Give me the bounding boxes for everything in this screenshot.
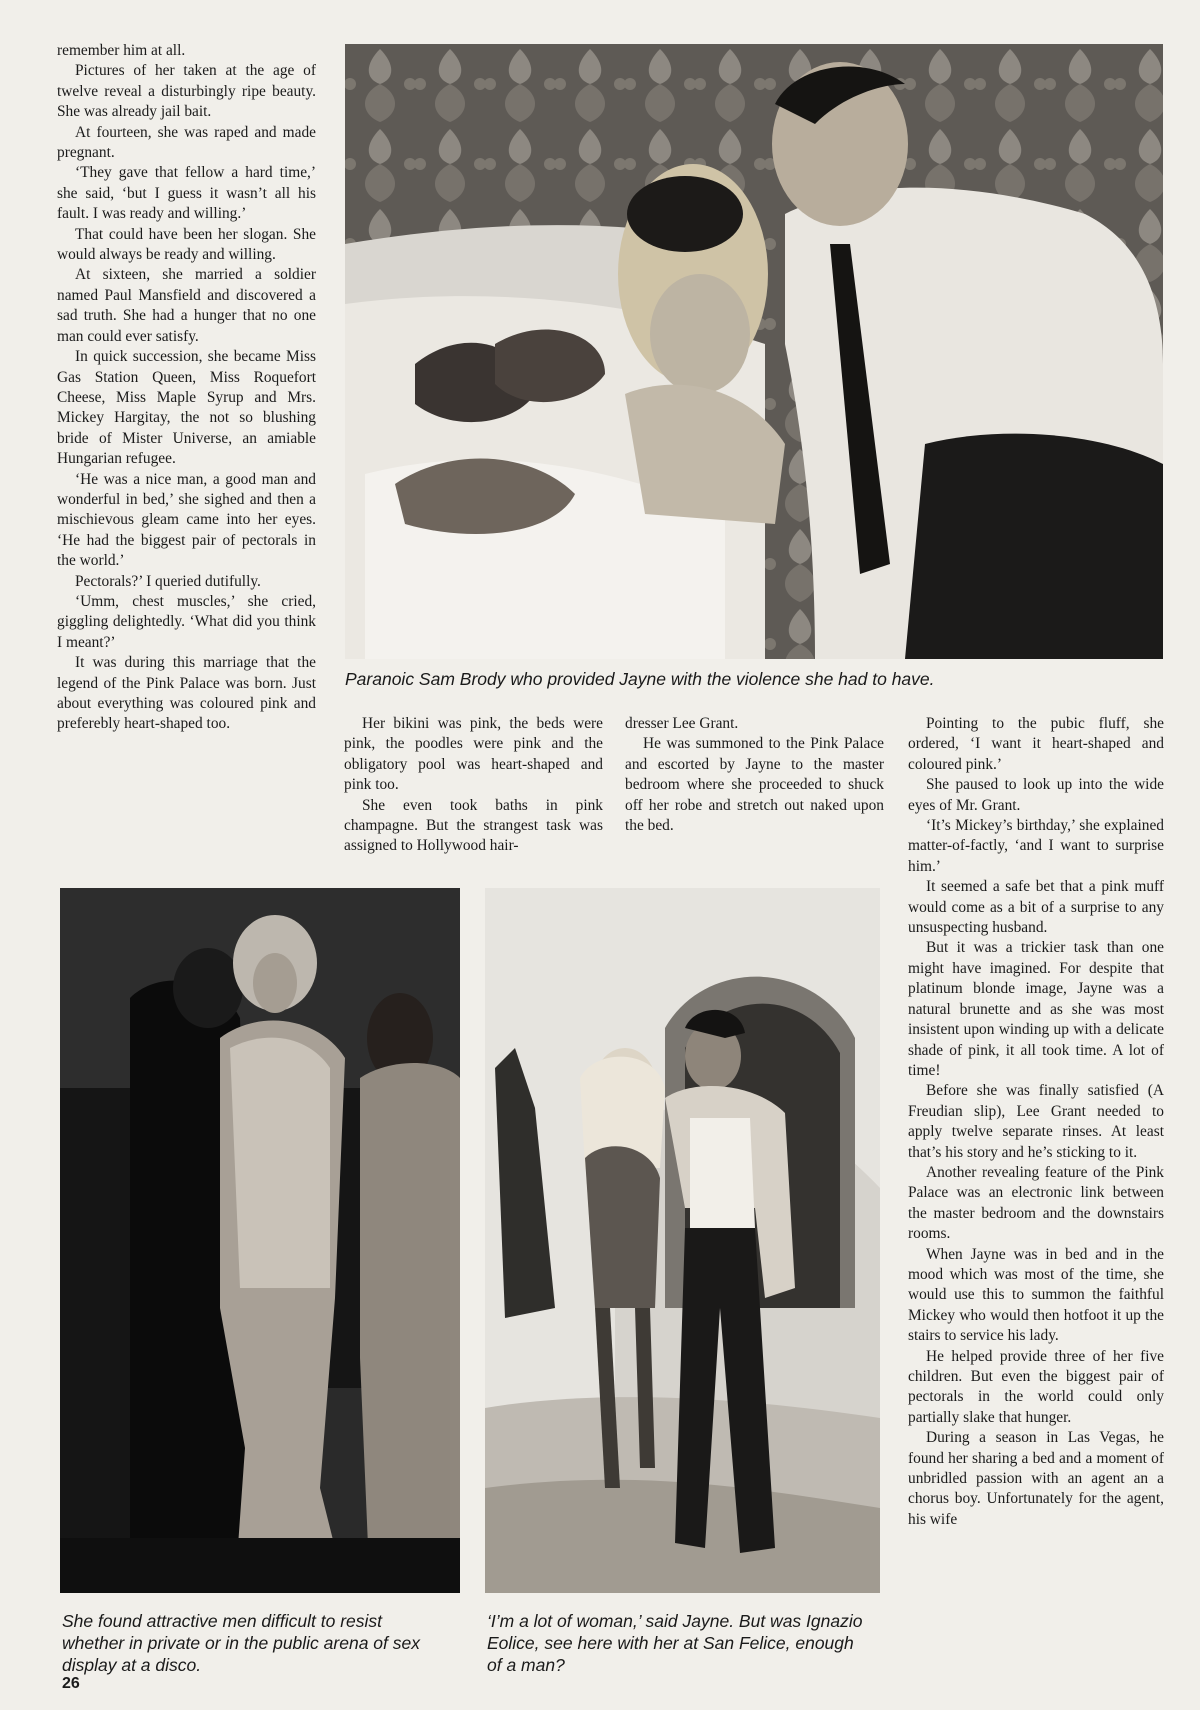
paragraph: When Jayne was in bed and in the mood which was most of the time, she would use this to summon the faithful Mickey who would then hotfoot it up the stairs to service his lady. [908,1245,1164,1345]
paragraph: It seemed a safe bet that a pink muff would come as a bit of a surprise to any unsuspecting husband. [908,878,1164,937]
paragraph: ‘He was a nice man, a good man and wonderful in bed,’ she sighed and then a mischievous gleam came into her eyes. ‘He had the biggest pair of pectorals in the world.’ [57,470,316,570]
paragraph: He was summoned to the Pink Palace and escorted by Jayne to the master bedroom where she proceeded to shuck off her robe and stretch out naked upon the bed. [625,735,884,835]
photo-disco [60,888,460,1593]
paragraph: dresser Lee Grant. [625,715,739,732]
column-4 [908,714,1164,1530]
paragraph: In quick succession, she became Miss Gas Station Queen, Miss Roquefort Cheese, Miss Maple Syrup and Mrs. Mickey Hargitay, the not so blushing bride of Mister Universe, an amiable Hungarian refugee. [57,348,316,468]
page-number: 26 [62,1675,80,1692]
paragraph: Pictures of her taken at the age of twelve reveal a disturbingly ripe beauty. She was already jail bait. [57,62,316,121]
paragraph: ‘It’s Mickey’s birthday,’ she explained matter-of-factly, ‘and I want to surprise him.’ [908,817,1164,875]
paragraph: He helped provide three of her five children. But even the biggest pair of pectorals in the world could only partially slake that hunger. [908,1347,1164,1426]
paragraph: remember him at all. [57,42,186,59]
paragraph: During a season in Las Vegas, he found her sharing a bed and a moment of unbridled passion with an agent an a chorus boy. Unfortunately for the agent, his wife [908,1429,1164,1528]
caption-bottom-left: She found attractive men difficult to resist whether in private or in the public arena of sex display at a disco. [62,1611,420,1675]
photo-san-felice [485,888,880,1593]
paragraph: It was during this marriage that the legend of the Pink Palace was born. Just about everything was coloured pink and preferebly heart-shaped too. [57,654,316,733]
paragraph: At sixteen, she married a soldier named Paul Mansfield and discovered a sad truth. She had a hunger that no one man could ever satisfy. [57,266,316,345]
paragraph: Another revealing feature of the Pink Palace was an electronic link between the master bedroom and the downstairs rooms. [908,1163,1164,1243]
photo-sam-brody [345,44,1163,659]
column-1 [57,41,316,735]
paragraph: ‘They gave that fellow a hard time,’ she said, ‘but I guess it wasn’t all his fault. I was ready and willing.’ [57,164,316,223]
paragraph: Before she was finally satisfied (A Freudian slip), Lee Grant needed to apply twelve separate rinses. At least that’s his story and he’s sticking to it. [908,1082,1164,1161]
paragraph: But it was a trickier task than one might have imagined. For despite that platinum blonde image, Jayne was a natural brunette and as she was most insistent upon winding up with a delicate shade of pink, it all took time. A lot of time! [908,939,1164,1079]
paragraph: That could have been her slogan. She would always be ready and willing. [57,225,316,264]
paragraph: She paused to look up into the wide eyes of Mr. Grant. [908,776,1164,814]
caption-bottom-right: ‘I’m a lot of woman,’ said Jayne. But was Ignazio Eolice, see here with her at San Felice, enough of a man? [487,1611,863,1675]
column-2 [344,714,603,857]
paragraph: Pectorals?’ I queried dutifully. [75,572,261,590]
paragraph: At fourteen, she was raped and made pregnant. [57,123,316,162]
paragraph: Her bikini was pink, the beds were pink, the poodles were pink and the obligatory pool was heart-shaped and pink too. [344,715,603,794]
column-3 [625,714,884,836]
paragraph: Pointing to the pubic fluff, she ordered, ‘I want it heart-shaped and coloured pink.’ [908,715,1164,773]
caption-top: Paranoic Sam Brody who provided Jayne with the violence she had to have. [345,669,935,689]
paragraph: She even took baths in pink champagne. But the strangest task was assigned to Hollywood hair- [344,796,603,855]
paragraph: ‘Umm, chest muscles,’ she cried, giggling delightedly. ‘What did you think I meant?’ [57,592,316,651]
